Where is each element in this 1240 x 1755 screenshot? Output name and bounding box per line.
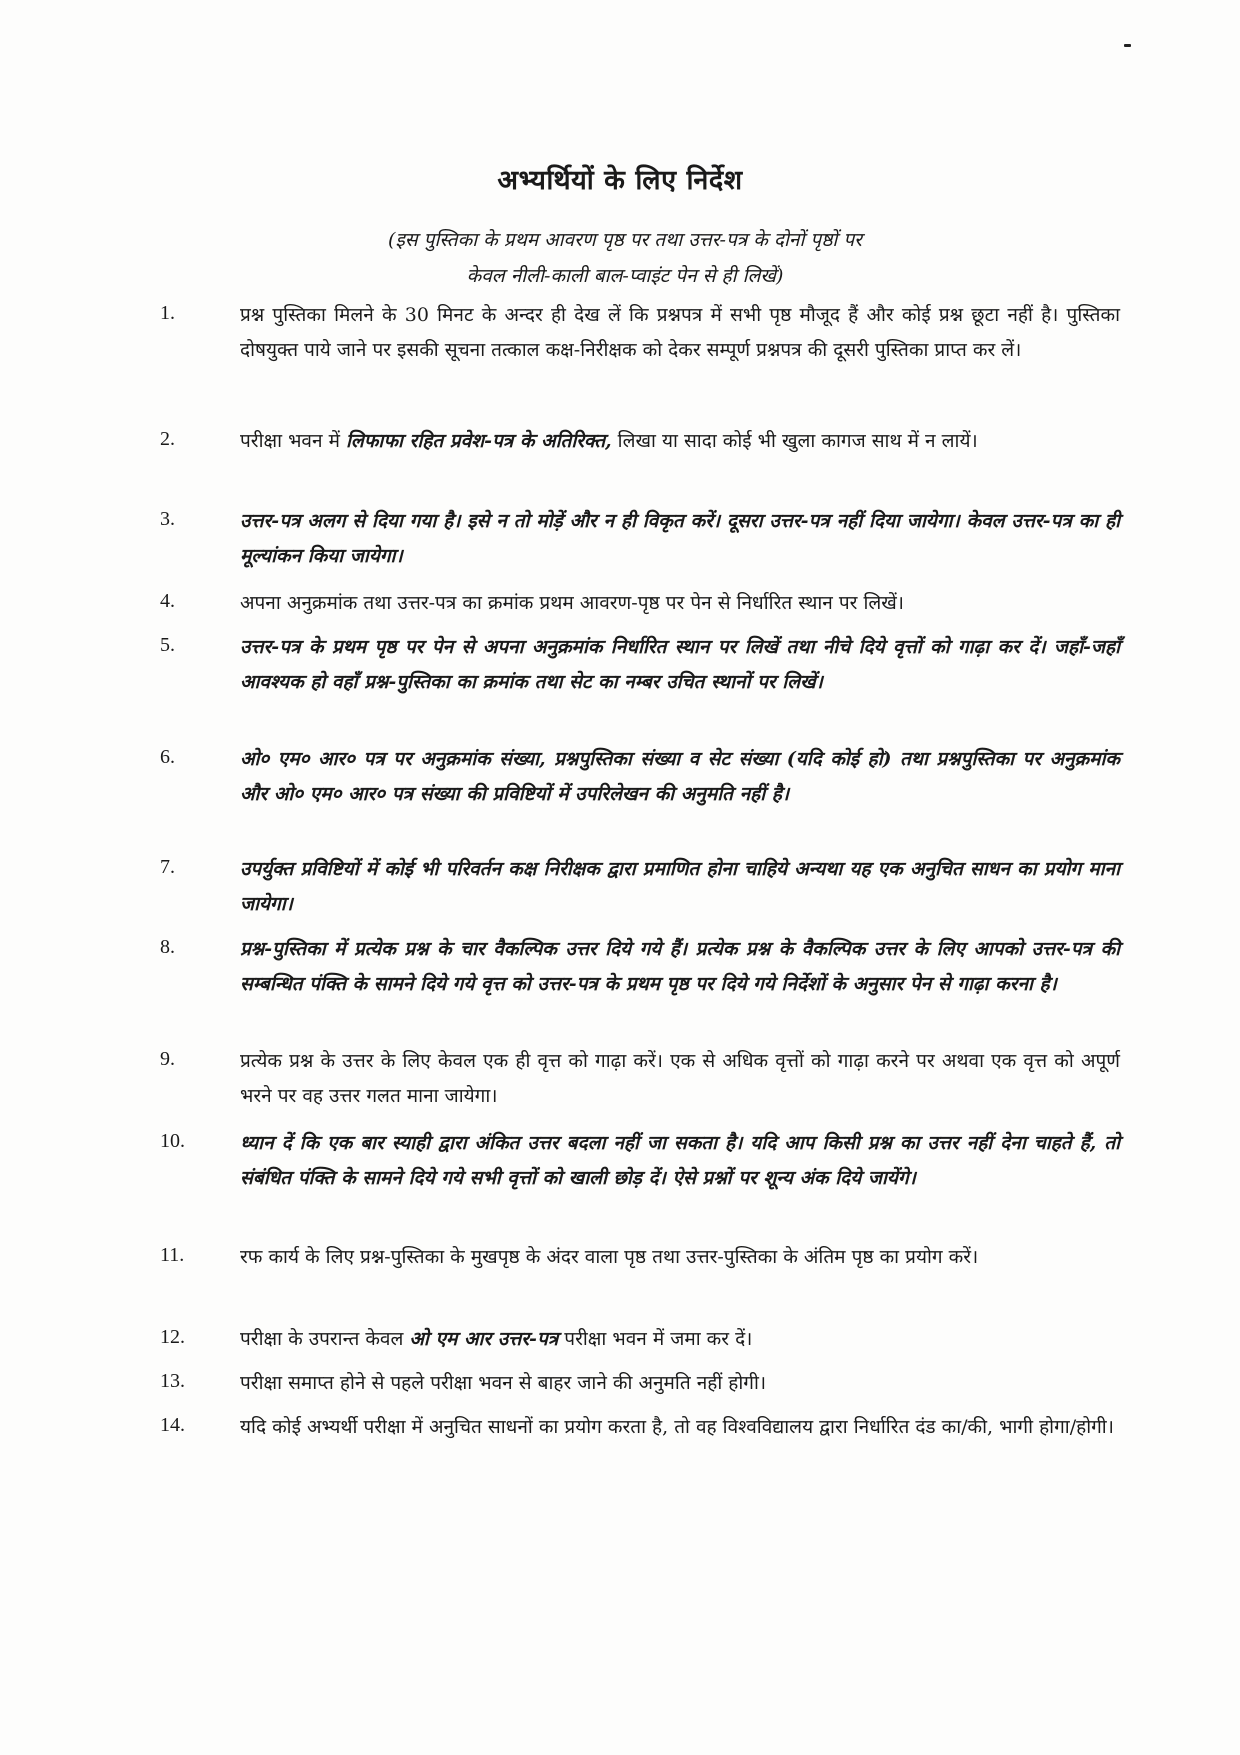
instruction-number: 14. bbox=[160, 1414, 185, 1436]
page-title: अभ्यर्थियों के लिए निर्देश bbox=[497, 165, 743, 196]
instruction-number: 12. bbox=[160, 1326, 185, 1348]
instruction-text: ओ० एम० आर० पत्र पर अनुक्रमांक संख्या, प्रश्नपुस्तिका संख्या व सेट संख्या (यदि कोई हो) तथा प्रश्नपुस्तिका पर अनुक्रमांक और ओ० एम० आर० पत्र संख्या की प्रविष्टियों में उपरिलेखन की अनुमति नहीं है। bbox=[240, 748, 1120, 805]
instruction-text bbox=[240, 1322, 1120, 1357]
subtitle-line-2: केवल नीली-काली बाल-प्वाइंट पेन से ही लिखें) bbox=[466, 265, 784, 287]
instruction-number: 4. bbox=[160, 590, 175, 612]
instruction-number: 1. bbox=[160, 302, 175, 324]
instruction-text: यदि कोई अभ्यर्थी परीक्षा में अनुचित साधनों का प्रयोग करता है, तो वह विश्वविद्यालय द्वारा निर्धारित दंड का/की, भागी होगा/होगी। bbox=[240, 1416, 1114, 1438]
instruction-text: उत्तर-पत्र के प्रथम पृष्ठ पर पेन से अपना अनुक्रमांक निर्धारित स्थान पर लिखें तथा नीचे दिये वृत्तों को गाढ़ा कर दें। जहाँ-जहाँ आवश्यक हो वहाँ प्रश्न-पुस्तिका का क्रमांक तथा सेट का नम्बर उचित स्थानों पर लिखें। bbox=[240, 636, 1120, 693]
instruction-text: उपर्युक्त प्रविष्टियों में कोई भी परिवर्तन कक्ष निरीक्षक द्वारा प्रमाणित होना चाहिये अन्यथा यह एक अनुचित साधन का प्रयोग माना जायेगा। bbox=[240, 858, 1120, 915]
instruction-text: रफ कार्य के लिए प्रश्न-पुस्तिका के मुखपृष्ठ के अंदर वाला पृष्ठ तथा उत्तर-पुस्तिका के अंतिम पृष्ठ का प्रयोग करें। bbox=[240, 1246, 979, 1268]
instruction-text: परीक्षा समाप्त होने से पहले परीक्षा भवन से बाहर जाने की अनुमति नहीं होगी। bbox=[240, 1372, 767, 1394]
instruction-text bbox=[240, 424, 1120, 459]
instruction-text: अपना अनुक्रमांक तथा उत्तर-पत्र का क्रमांक प्रथम आवरण-पृष्ठ पर पेन से निर्धारित स्थान पर लिखें। bbox=[240, 592, 905, 614]
instruction-number: 7. bbox=[160, 856, 175, 878]
instruction-text: प्रत्येक प्रश्न के उत्तर के लिए केवल एक ही वृत्त को गाढ़ा करें। एक से अधिक वृत्तों को गाढ़ा करने पर अथवा एक वृत्त को अपूर्ण भरने पर वह उत्तर गलत माना जायेगा। bbox=[240, 1050, 1120, 1107]
instruction-number: 3. bbox=[160, 508, 175, 530]
instruction-text: प्रश्न पुस्तिका मिलने के 30 मिनट के अन्दर ही देख लें कि प्रश्नपत्र में सभी पृष्ठ मौजूद हैं और कोई प्रश्न छूटा नहीं है। पुस्तिका दोषयुक्त पाये जाने पर इसकी सूचना तत्काल कक्ष-निरीक्षक को देकर सम्पूर्ण प्रश्नपत्र की दूसरी पुस्तिका प्राप्त कर लें। bbox=[240, 304, 1120, 361]
instruction-text-emphasis: लिफाफा रहित प्रवेश-पत्र के अतिरिक्त, bbox=[345, 430, 612, 452]
instruction-text-part: परीक्षा भवन में जमा कर दें। bbox=[558, 1328, 753, 1350]
subtitle-line-1: (इस पुस्तिका के प्रथम आवरण पृष्ठ पर तथा उत्तर-पत्र के दोनों पृष्ठों पर bbox=[388, 229, 862, 251]
instruction-number: 6. bbox=[160, 746, 175, 768]
instruction-number: 2. bbox=[160, 428, 175, 450]
instruction-number: 5. bbox=[160, 634, 175, 656]
instruction-text-part: लिखा या सादा कोई भी खुला कागज साथ में न लायें। bbox=[611, 430, 978, 452]
instruction-number: 11. bbox=[160, 1244, 185, 1266]
instruction-number: 9. bbox=[160, 1048, 175, 1070]
instruction-number: 13. bbox=[160, 1370, 185, 1392]
instruction-text: ध्यान दें कि एक बार स्याही द्वारा अंकित उत्तर बदला नहीं जा सकता है। यदि आप किसी प्रश्न का उत्तर नहीं देना चाहते हैं, तो संबंधित पंक्ति के सामने दिये गये सभी वृत्तों को खाली छोड़ दें। ऐसे प्रश्नों पर शून्य अंक दिये जायेंगे। bbox=[240, 1132, 1120, 1189]
instruction-number: 10. bbox=[160, 1130, 185, 1152]
instruction-number: 8. bbox=[160, 936, 175, 958]
instruction-text: उत्तर-पत्र अलग से दिया गया है। इसे न तो मोड़ें और न ही विकृत करें। दूसरा उत्तर-पत्र नहीं दिया जायेगा। केवल उत्तर-पत्र का ही मूल्यांकन किया जायेगा। bbox=[240, 510, 1121, 567]
instruction-text-part: परीक्षा भवन में bbox=[240, 430, 346, 452]
instruction-text-emphasis: ओ एम आर उत्तर-पत्र bbox=[409, 1328, 559, 1350]
instruction-text: प्रश्न-पुस्तिका में प्रत्येक प्रश्न के चार वैकल्पिक उत्तर दिये गये हैं। प्रत्येक प्रश्न के वैकल्पिक उत्तर के लिए आपको उत्तर-पत्र की सम्बन्धित पंक्ति के सामने दिये गये वृत्त को उत्तर-पत्र के प्रथम पृष्ठ पर दिये गये निर्देशों के अनुसार पेन से गाढ़ा करना है। bbox=[240, 938, 1120, 995]
instruction-text-part: परीक्षा के उपरान्त केवल bbox=[240, 1328, 410, 1350]
